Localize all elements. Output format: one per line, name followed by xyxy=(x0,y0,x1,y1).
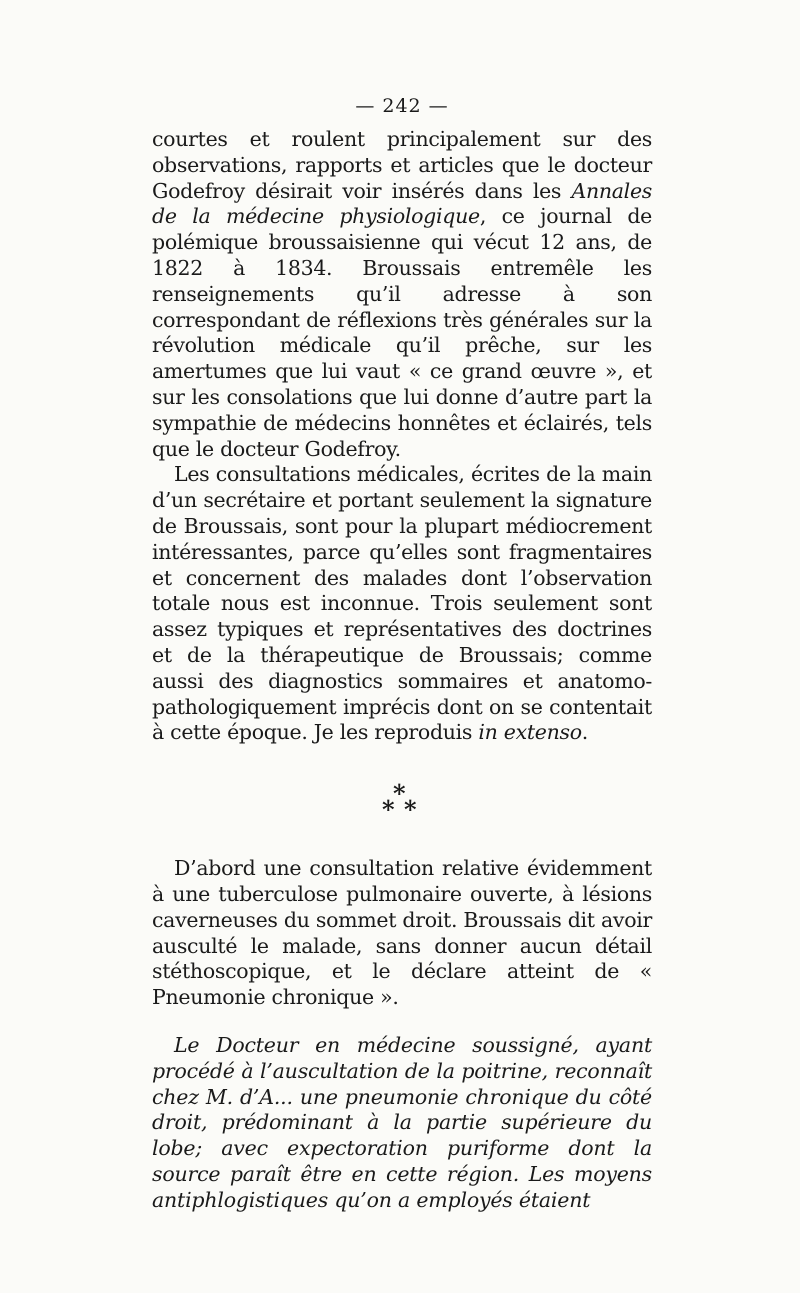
paragraph-consultations-text-2: . xyxy=(581,720,588,745)
asterism-star-left: * xyxy=(382,795,395,825)
paragraph-consultations xyxy=(152,462,652,746)
asterism-section-break xyxy=(152,770,652,826)
paragraph-correspondence xyxy=(152,127,652,462)
paragraph-tuberculosis: D’abord une consultation relative évidemment à une tuberculose pulmonaire ouverte, à lésions caverneuses du sommet droit. Broussais dit avoir ausculté le malade, sans donner aucun détail stéthoscopique, et le déclare atteint de « Pneumonie chronique ». xyxy=(152,856,652,1010)
asterism-star-top: * xyxy=(393,779,406,809)
paragraph-correspondence-text-1: courtes et roulent principalement sur des observations, rapports et articles que le docteur Godefroy désirait voir insérés dans les xyxy=(152,127,652,203)
paragraph-consultations-text-1: Les consultations médicales, écrites de la main d’un secrétaire et portant seulement la signature de Broussais, sont pour la plupart médiocrement intéressantes, parce qu’elles sont fragmentaires et concernent des malades dont l’observation totale nous est inconnue. Trois seulement sont assez typiques et représentatives des doctrines et de la thérapeutique de Broussais; comme aussi des diagnostics sommaires et anatomo-pathologiquement imprécis dont on se contentait à cette époque. Je les reproduis xyxy=(152,462,652,745)
asterism-star-right: * xyxy=(404,795,417,825)
paragraph-correspondence-text-2: , ce journal de polémique broussaisienne qui vécut 12 ans, de 1822 à 1834. Broussais entremêle les renseignements qu’il adresse à son correspondant de réflexions très générales sur la révolution médicale qu’il prêche, sur les amertumes que lui vaut « ce grand œuvre », et sur les consolations que lui donne d’autre part la sympathie de médecins honnêtes et éclairés, tels que le docteur Godefroy. xyxy=(152,204,652,461)
consultation-quote: Le Docteur en médecine soussigné, ayant procédé à l’auscultation de la poitrine, reconnaît chez M. d’A... une pneumonie chronique du côté droit, prédominant à la partie supérieure du lobe; avec expectoration puriforme dont la source paraît être en cette région. Les moyens antiphlogistiques qu’on a employés étaient xyxy=(152,1032,652,1212)
in-extenso-emphasis: in extenso xyxy=(478,720,582,745)
book-page xyxy=(152,95,652,1234)
page-number: — 242 — xyxy=(355,95,449,117)
journal-title: Annales de la médecine physiologique xyxy=(152,178,652,229)
